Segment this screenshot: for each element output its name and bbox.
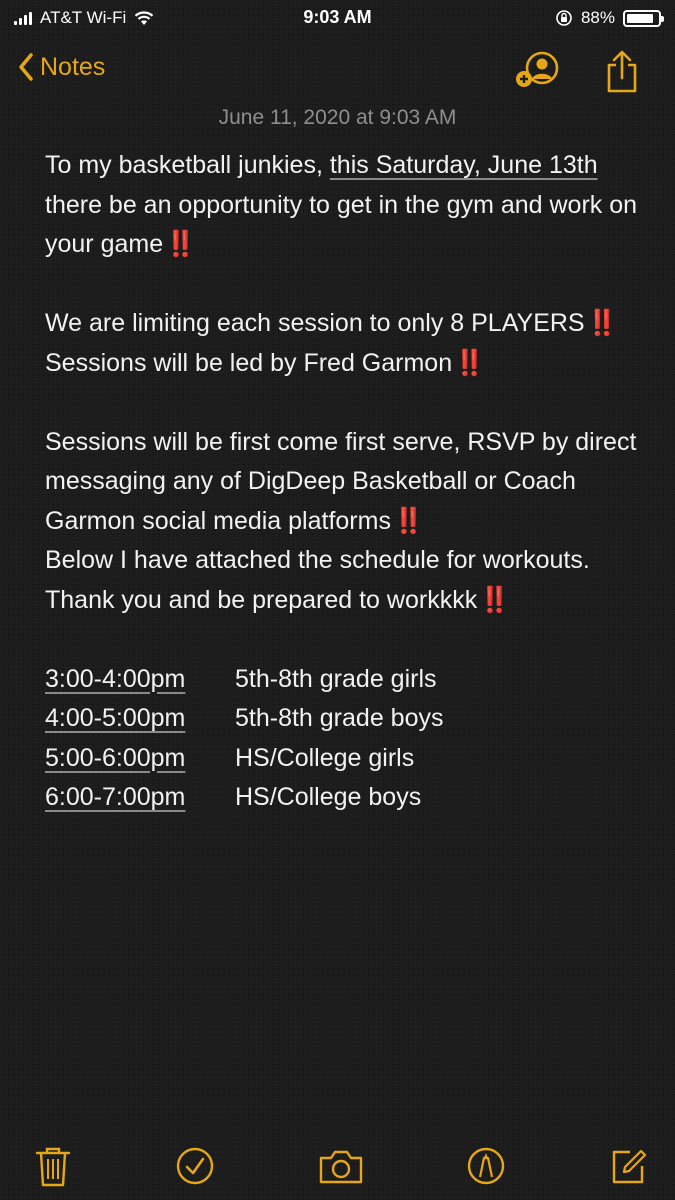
schedule-row: [45, 699, 645, 739]
status-right: [555, 8, 661, 28]
date-link[interactable]: this Saturday, June 13th: [329, 151, 598, 179]
status-bar: [0, 0, 675, 34]
status-time: 9:03 AM: [303, 7, 372, 27]
note-paragraph: [45, 541, 645, 620]
schedule-row: [45, 778, 645, 818]
orientation-lock-icon: [555, 9, 573, 27]
add-person-icon: [512, 50, 562, 90]
share-button[interactable]: [604, 50, 640, 99]
note-paragraph: [45, 423, 645, 542]
double-exclamation-icon: ‼️: [165, 230, 194, 258]
note-text: We are limiting each session to only 8 PLAYERS: [45, 309, 585, 337]
nav-bar: [0, 44, 675, 94]
back-button[interactable]: [18, 52, 105, 82]
note-text: To my basketball junkies,: [45, 151, 330, 179]
checklist-icon: [175, 1146, 215, 1186]
schedule-group: 5th-8th grade boys: [235, 704, 444, 732]
note-text: Sessions will be led by Fred Garmon: [45, 348, 453, 377]
battery-icon: [623, 10, 661, 27]
schedule-time-link[interactable]: 5:00-6:00pm: [45, 743, 186, 772]
schedule-group: 5th-8th grade girls: [235, 664, 437, 693]
markup-icon: [466, 1146, 506, 1186]
schedule-time-link[interactable]: 4:00-5:00pm: [45, 704, 186, 732]
trash-icon: [34, 1146, 72, 1188]
double-exclamation-icon: ‼️: [479, 585, 508, 614]
battery-percent: 88%: [580, 8, 615, 27]
schedule-time-link[interactable]: 6:00-7:00pm: [45, 783, 186, 811]
checklist-button[interactable]: [175, 1146, 215, 1191]
schedule-group: HS/College boys: [235, 783, 422, 811]
battery-level: [627, 14, 653, 23]
schedule-list: [45, 660, 645, 818]
add-person-button[interactable]: [512, 50, 562, 95]
bottom-toolbar: [0, 1140, 675, 1190]
delete-button[interactable]: [34, 1146, 72, 1193]
note-date: June 11, 2020 at 9:03 AM: [218, 106, 457, 129]
schedule-row: [45, 660, 645, 700]
back-label: Notes: [40, 52, 106, 81]
schedule-time-link[interactable]: 3:00-4:00pm: [45, 664, 186, 693]
chevron-left-icon: [18, 52, 34, 82]
double-exclamation-icon: ‼️: [392, 506, 422, 535]
note-text: Below I have attached the schedule for workouts. Thank you and be prepared to workkkk: [45, 546, 590, 614]
double-exclamation-icon: ‼️: [454, 348, 483, 377]
note-paragraph: [45, 304, 645, 383]
share-icon: [604, 50, 640, 94]
compose-button[interactable]: [610, 1146, 648, 1191]
note-paragraph: [45, 146, 645, 265]
note-body[interactable]: [45, 146, 645, 818]
double-exclamation-icon: ‼️: [586, 309, 615, 337]
schedule-row: [45, 739, 645, 779]
schedule-group: HS/College girls: [235, 743, 415, 772]
camera-button[interactable]: [318, 1146, 364, 1191]
note-text: there be an opportunity to get in the gym and work on your game: [45, 190, 638, 258]
note-text: Sessions will be first come first serve, RSVP by direct messaging any of DigDeep Basketball or Coach Garmon social media platforms: [45, 427, 637, 535]
compose-icon: [610, 1146, 648, 1186]
carrier-label: AT&T Wi-Fi: [40, 8, 127, 27]
camera-icon: [318, 1146, 364, 1186]
markup-button[interactable]: [466, 1146, 506, 1191]
